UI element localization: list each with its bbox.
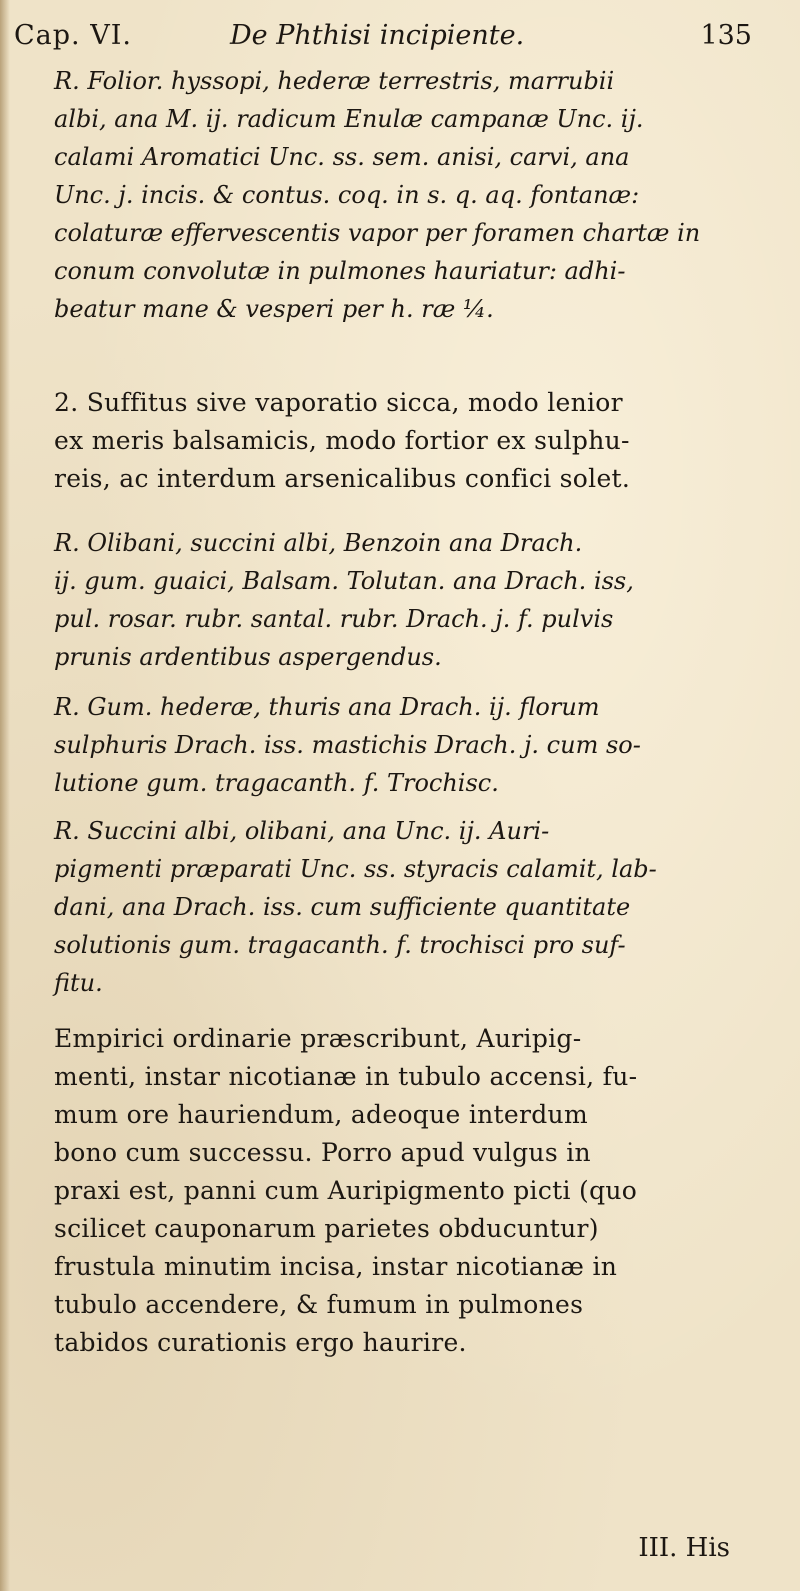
prose-paragraph-empirici [54,1020,744,1362]
text-line: lutione gum. tragacanth. f. Trochisc. [54,769,499,797]
catchword: III. His [638,1533,730,1563]
text-line: bono cum successu. Porro apud vulgus in [54,1138,591,1167]
prose-paragraph-suffitus [54,384,744,498]
text-line: tubulo accendere, & fumum in pulmones [54,1290,584,1319]
recipe-paragraph-4 [54,812,744,1002]
text-line: prunis ardentibus aspergendus. [54,643,442,671]
text-line: dani, ana Drach. iss. cum sufficiente quantitate [54,893,631,921]
text-line: reis, ac interdum arsenicalibus confici solet. [54,464,631,493]
recipe-paragraph-3 [54,688,744,802]
text-line: frustula minutim incisa, instar nicotianæ in [54,1252,618,1281]
text-line: menti, instar nicotianæ in tubulo accensi, fu- [54,1062,638,1091]
text-line: tabidos curationis ergo haurire. [54,1328,467,1357]
text-line: fitu. [54,969,103,997]
text-line: Empirici ordinarie præscribunt, Auripig- [54,1024,582,1053]
chapter-heading: Cap. VI. [14,20,132,51]
text-line: beatur mane & vesperi per h. ræ ¼. [54,295,494,323]
text-line: pul. rosar. rubr. santal. rubr. Drach. j. f. pulvis [54,605,614,633]
text-line: colaturæ effervescentis vapor per foramen chartæ in [54,219,701,247]
text-line: R. Gum. hederæ, thuris ana Drach. ij. florum [54,693,600,721]
text-line: pigmenti præparati Unc. ss. styracis calamit, lab- [54,855,657,883]
page-header [14,14,752,54]
text-line: 2. Suffitus sive vaporatio sicca, modo lenior [54,388,623,417]
text-line: ex meris balsamicis, modo fortior ex sulphu- [54,426,630,455]
text-line: calami Aromatici Unc. ss. sem. anisi, carvi, ana [54,143,630,171]
text-line: ij. gum. guaici, Balsam. Tolutan. ana Drach. iss, [54,567,634,595]
text-line: R. Folior. hyssopi, hederæ terrestris, marrubii [54,67,615,95]
text-line: solutionis gum. tragacanth. f. trochisci pro suf- [54,931,626,959]
running-title: De Phthisi incipiente. [230,20,525,51]
text-line: sulphuris Drach. iss. mastichis Drach. j. cum so- [54,731,641,759]
page-edge-shadow [0,0,10,1591]
text-line: scilicet cauponarum parietes obducuntur) [54,1214,599,1243]
text-line: R. Succini albi, olibani, ana Unc. ij. Auri- [54,817,550,845]
recipe-paragraph-1 [54,62,744,328]
text-line: R. Olibani, succini albi, Benzoin ana Drach. [54,529,583,557]
text-line: albi, ana M. ij. radicum Enulæ campanæ Unc. ij. [54,105,644,133]
recipe-paragraph-2 [54,524,744,676]
text-line: praxi est, panni cum Auripigmento picti (quo [54,1176,638,1205]
page-number: 135 [700,20,752,51]
text-line: mum ore hauriendum, adeoque interdum [54,1100,588,1129]
text-line: conum convolutæ in pulmones hauriatur: adhi- [54,257,626,285]
text-line: Unc. j. incis. & contus. coq. in s. q. aq. fontanæ: [54,181,640,209]
